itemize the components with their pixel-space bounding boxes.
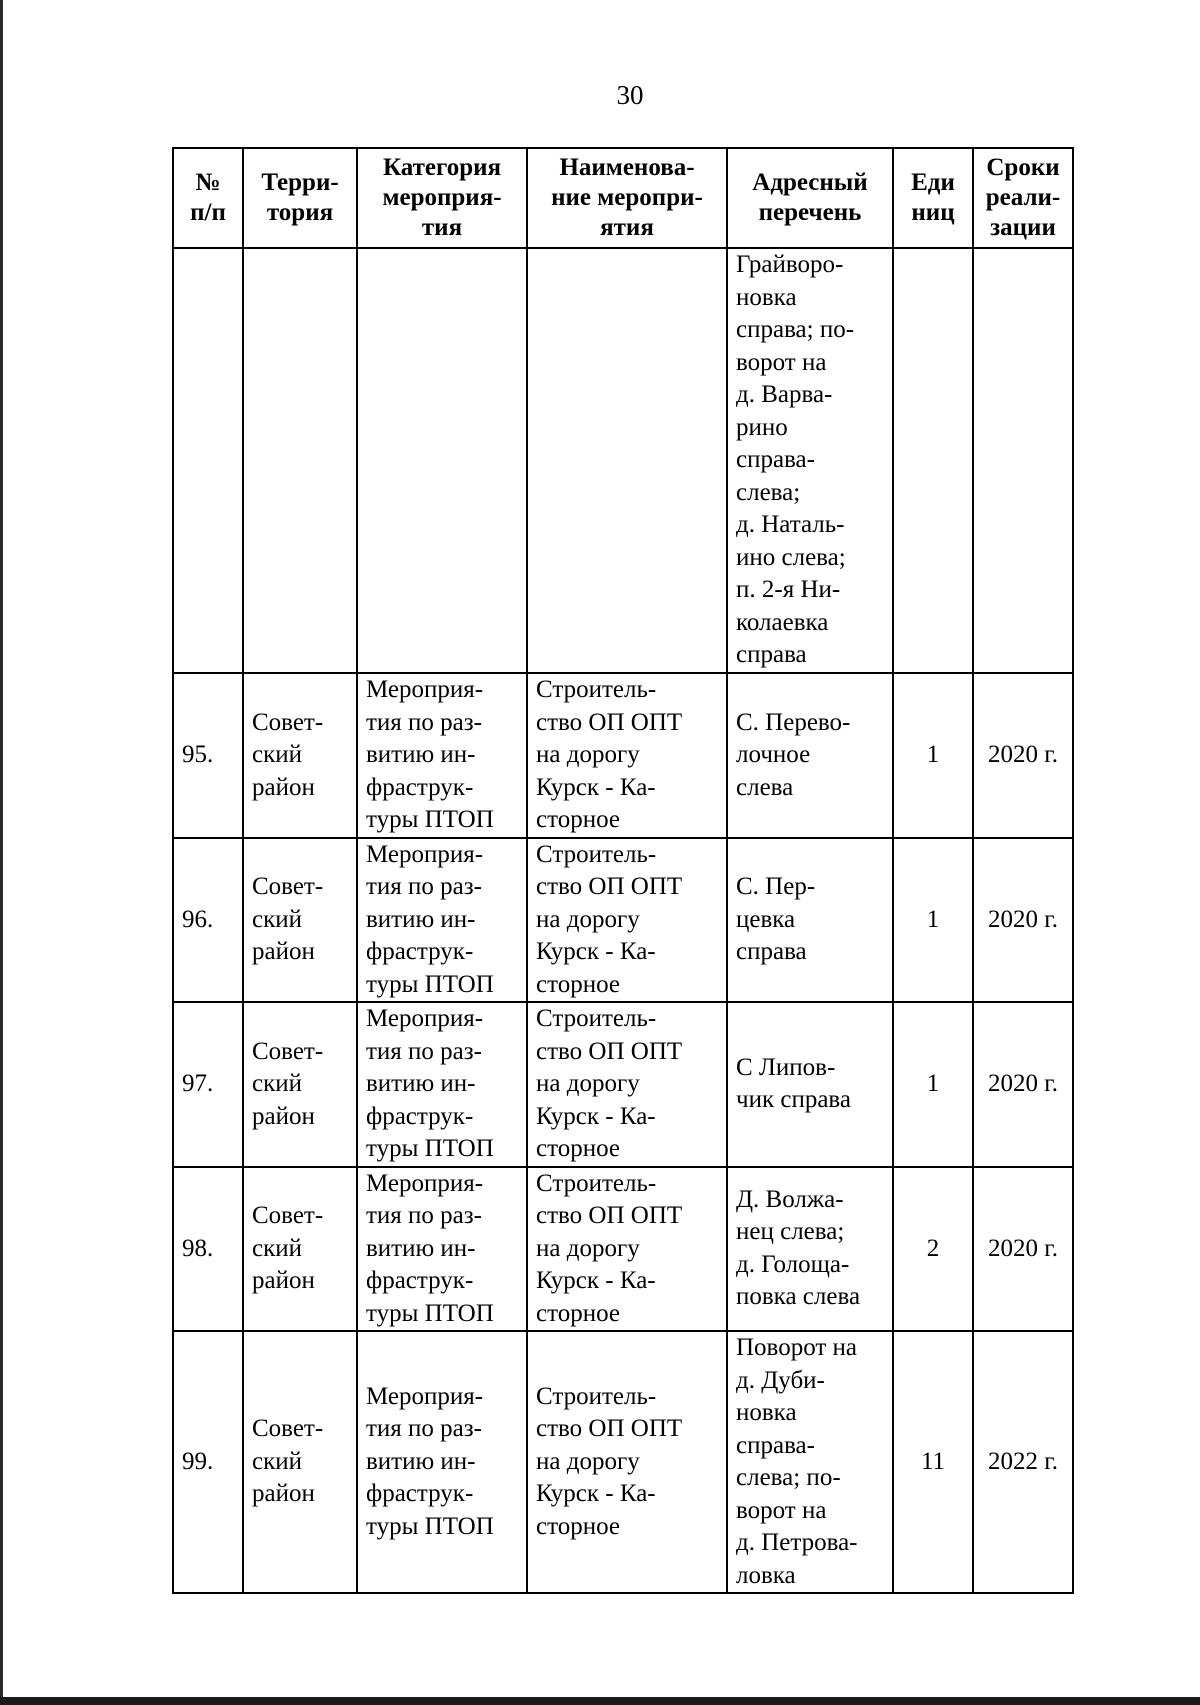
header-category: Категория мероприя- тия bbox=[357, 148, 527, 248]
cell-term: 2020 г. bbox=[973, 1167, 1073, 1332]
scan-edge-left bbox=[0, 0, 3, 1705]
header-term: Сроки реали- зации bbox=[973, 148, 1073, 248]
cell-term: 2022 г. bbox=[973, 1331, 1073, 1593]
cell-term: 2020 г. bbox=[973, 1002, 1073, 1167]
cell-category: Мероприя- тия по раз- витию ин- фраструк- туры ПТОП bbox=[357, 1002, 527, 1167]
table-row bbox=[173, 838, 1073, 1003]
table-row bbox=[173, 673, 1073, 838]
cell-category: Мероприя- тия по раз- витию ин- фраструк- туры ПТОП bbox=[357, 673, 527, 838]
cell-units: 1 bbox=[893, 838, 973, 1003]
cell-name: Строитель- ство ОП ОПТ на дорогу Курск - Ка- сторное bbox=[527, 1331, 727, 1593]
table-row bbox=[173, 1167, 1073, 1332]
measures-table bbox=[172, 147, 1074, 1594]
cell-territory: Совет- ский район bbox=[243, 838, 357, 1003]
header-units: Еди ниц bbox=[893, 148, 973, 248]
cell-territory bbox=[243, 248, 357, 673]
cell-units: 1 bbox=[893, 673, 973, 838]
cell-address: С Липов- чик справа bbox=[727, 1002, 893, 1167]
cell-number: 96. bbox=[173, 838, 243, 1003]
header-number: № п/п bbox=[173, 148, 243, 248]
cell-units: 1 bbox=[893, 1002, 973, 1167]
cell-address: С. Пер- цевка справа bbox=[727, 838, 893, 1003]
table-row-continuation bbox=[173, 248, 1073, 673]
header-territory: Терри- тория bbox=[243, 148, 357, 248]
cell-term bbox=[973, 248, 1073, 673]
cell-category bbox=[357, 248, 527, 673]
table-row bbox=[173, 1002, 1073, 1167]
cell-category: Мероприя- тия по раз- витию ин- фраструк- туры ПТОП bbox=[357, 1331, 527, 1593]
cell-name bbox=[527, 248, 727, 673]
cell-term: 2020 г. bbox=[973, 838, 1073, 1003]
cell-units bbox=[893, 248, 973, 673]
cell-address: Д. Волжа- нец слева; д. Голоща- повка слева bbox=[727, 1167, 893, 1332]
cell-units: 2 bbox=[893, 1167, 973, 1332]
cell-address: Поворот на д. Дуби- новка справа- слева; по- ворот на д. Петрова- ловка bbox=[727, 1331, 893, 1593]
cell-number: 99. bbox=[173, 1331, 243, 1593]
cell-territory: Совет- ский район bbox=[243, 1002, 357, 1167]
cell-number: 98. bbox=[173, 1167, 243, 1332]
cell-address: Грайворо- новка справа; по- ворот на д. Варва- рино справа- слева; д. Наталь- ино слева; п. 2-я Ни- колаевка справа bbox=[727, 248, 893, 673]
table-row bbox=[173, 1331, 1073, 1593]
cell-number: 95. bbox=[173, 673, 243, 838]
cell-number: 97. bbox=[173, 1002, 243, 1167]
cell-name: Строитель- ство ОП ОПТ на дорогу Курск - Ка- сторное bbox=[527, 673, 727, 838]
cell-category: Мероприя- тия по раз- витию ин- фраструк- туры ПТОП bbox=[357, 1167, 527, 1332]
header-name: Наименова- ние меропри- ятия bbox=[527, 148, 727, 248]
cell-territory: Совет- ский район bbox=[243, 1167, 357, 1332]
cell-units: 11 bbox=[893, 1331, 973, 1593]
scan-edge-bottom bbox=[0, 1697, 1200, 1705]
cell-number bbox=[173, 248, 243, 673]
header-address: Адресный перечень bbox=[727, 148, 893, 248]
cell-territory: Совет- ский район bbox=[243, 1331, 357, 1593]
page-number: 30 bbox=[616, 80, 644, 110]
cell-category: Мероприя- тия по раз- витию ин- фраструк- туры ПТОП bbox=[357, 838, 527, 1003]
cell-term: 2020 г. bbox=[973, 673, 1073, 838]
cell-name: Строитель- ство ОП ОПТ на дорогу Курск - Ка- сторное bbox=[527, 1167, 727, 1332]
cell-address: С. Перево- лочное слева bbox=[727, 673, 893, 838]
table-header-row bbox=[173, 148, 1073, 248]
cell-name: Строитель- ство ОП ОПТ на дорогу Курск - Ка- сторное bbox=[527, 1002, 727, 1167]
cell-territory: Совет- ский район bbox=[243, 673, 357, 838]
cell-name: Строитель- ство ОП ОПТ на дорогу Курск - Ка- сторное bbox=[527, 838, 727, 1003]
